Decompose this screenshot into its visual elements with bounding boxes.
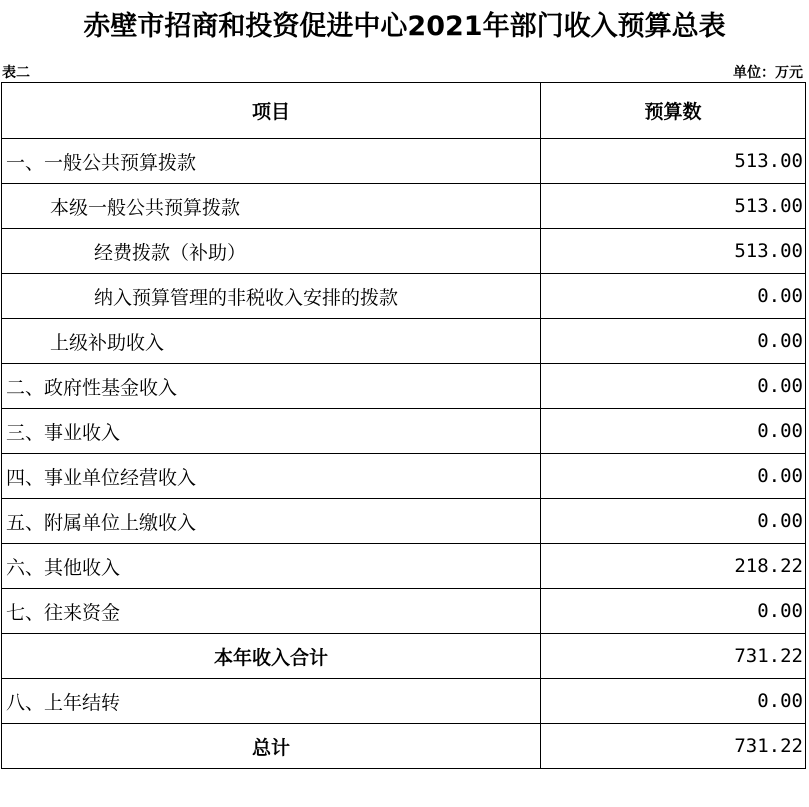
row-amount: 0.00 (541, 589, 806, 634)
row-amount: 0.00 (541, 274, 806, 319)
table-row (2, 139, 806, 184)
row-amount: 0.00 (541, 499, 806, 544)
subtotal-amount: 731.22 (541, 634, 806, 679)
table-row (2, 409, 806, 454)
row-label: 七、往来资金 (2, 589, 541, 634)
unit-label: 单位：万元 (733, 65, 803, 81)
row-amount: 0.00 (541, 679, 806, 724)
row-amount: 0.00 (541, 409, 806, 454)
table-header-row (2, 83, 806, 139)
row-label: 本级一般公共预算拨款 (2, 184, 541, 229)
table-row (2, 499, 806, 544)
row-amount: 513.00 (541, 139, 806, 184)
table-row (2, 184, 806, 229)
row-amount: 0.00 (541, 454, 806, 499)
header-amount: 预算数 (541, 83, 806, 139)
total-row (2, 724, 806, 769)
row-amount: 0.00 (541, 364, 806, 409)
row-label: 上级补助收入 (2, 319, 541, 364)
row-amount: 0.00 (541, 319, 806, 364)
row-label: 经费拨款（补助） (2, 229, 541, 274)
budget-table (1, 82, 806, 769)
table-row (2, 319, 806, 364)
row-label: 六、其他收入 (2, 544, 541, 589)
total-amount: 731.22 (541, 724, 806, 769)
table-row (2, 364, 806, 409)
table-row (2, 679, 806, 724)
row-amount: 513.00 (541, 184, 806, 229)
table-row (2, 589, 806, 634)
table-row (2, 274, 806, 319)
row-label: 三、事业收入 (2, 409, 541, 454)
row-label: 一、一般公共预算拨款 (2, 139, 541, 184)
table-number: 表二 (2, 65, 30, 81)
row-label: 四、事业单位经营收入 (2, 454, 541, 499)
subtotal-label: 本年收入合计 (2, 634, 541, 679)
table-row (2, 544, 806, 589)
row-amount: 218.22 (541, 544, 806, 589)
total-label: 总计 (2, 724, 541, 769)
row-label: 五、附属单位上缴收入 (2, 499, 541, 544)
row-amount: 513.00 (541, 229, 806, 274)
row-label: 纳入预算管理的非税收入安排的拨款 (2, 274, 541, 319)
subtotal-row (2, 634, 806, 679)
page-title: 赤壁市招商和投资促进中心2021年部门收入预算总表 (83, 11, 726, 42)
row-label: 八、上年结转 (2, 679, 541, 724)
row-label: 二、政府性基金收入 (2, 364, 541, 409)
table-row (2, 229, 806, 274)
table-row (2, 454, 806, 499)
header-item: 项目 (2, 83, 541, 139)
